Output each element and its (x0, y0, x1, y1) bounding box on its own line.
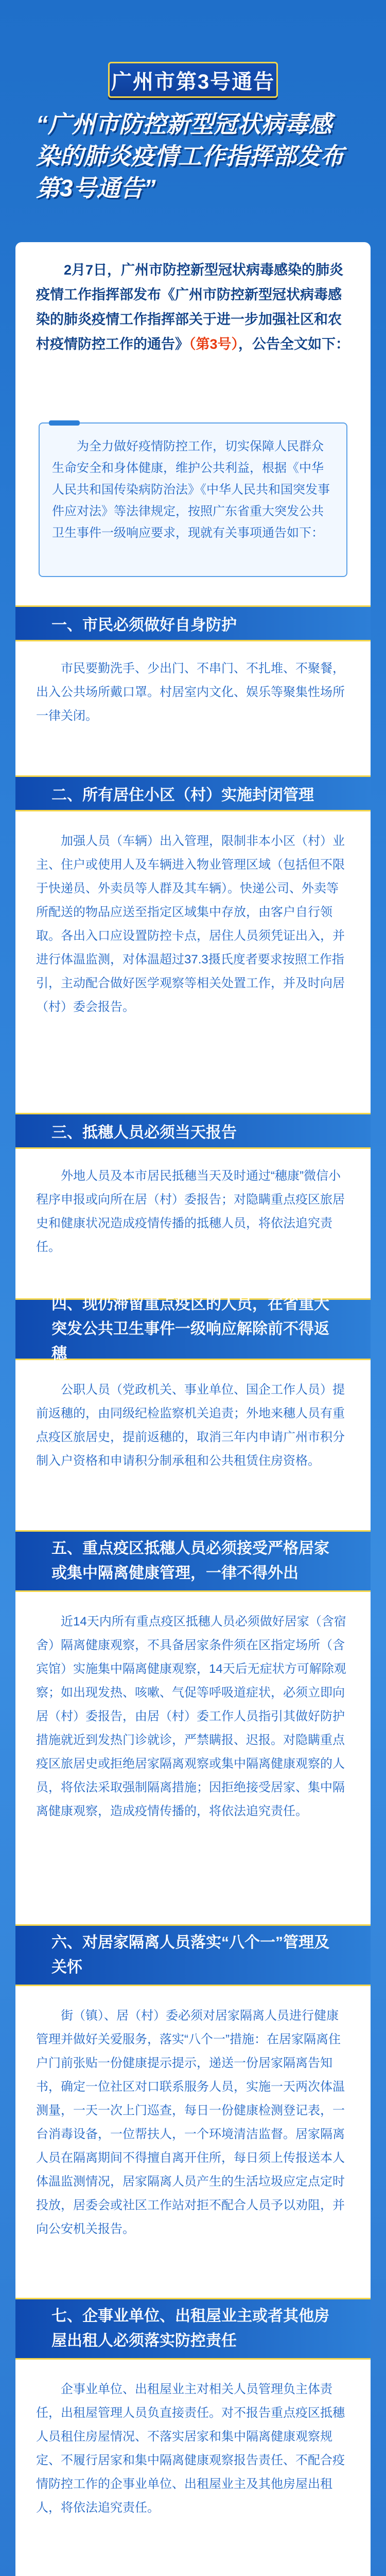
section-1-title: 一、市民必须做好自身防护 (15, 605, 371, 641)
section-1-text: 市民要勤洗手、少出门、不串门、不扎堆、不聚餐，出入公共场所戴口罩。村居室内文化、娱乐等聚集性场所一律关闭。 (36, 662, 345, 723)
section-6-text: 街（镇）、居（村）委必须对居家隔离人员进行健康管理并做好关爱服务，落实“八个一”措施：在居家隔离住户门前张贴一份健康提示提示，递送一份居家隔离告知书，确定一位社区对口联系服务人员，实施一天两次体温测量，一天一次上门巡查，每日一份健康检测登记表，一台消毒设备，一位帮扶人，一个环境清洁监督。居家隔离人员在隔离期间不得擅自离开住所，每日须上传报送本人体温监测情况，居家隔离人员产生的生活垃圾应定点定时投放，居委会或社区工作站对拒不配合人员予以劝阻，并向公安机关报告。 (36, 2009, 345, 2236)
section-2-title: 二、所有居住小区（村）实施封闭管理 (15, 775, 371, 811)
notice-number: （第3号） (189, 336, 239, 352)
intro-paragraph (36, 258, 350, 357)
section-3-title: 三、抵穗人员必须当天报告 (15, 1113, 371, 1149)
section-2-text: 加强人员（车辆）出入管理，限制非本小区（村）业主、住户或使用人及车辆进入物业管理区域（包括但不限于快递员、外卖员等人群及其车辆）。快递公司、外卖等所配送的物品应送至指定区域集中存放，由客户自行领取。各出入口应设置防控卡点，居住人员须凭证出入，并进行体温监测，对体温超过37.3摄氏度者要求按照工作指引，主动配合做好医学观察等相关处置工作，并及时向居（村）委会报告。 (36, 834, 345, 1014)
section-4-title: 四、现仍滞留重点疫区的人员，在省重大突发公共卫生事件一级响应解除前不得返穗 (15, 1298, 371, 1360)
headline: “广州市防控新型冠状病毒感染的肺炎疫情工作指挥部发布第3号通告” (36, 111, 344, 201)
section-7-text: 企事业单位、出租屋业主对相关人员管理负主体责任，出租屋管理人员负直接责任。对不报告重点疫区抵穗人员租住房屋情况、不落实居家和集中隔离健康观察规定、不履行居家和集中隔离健康观察报告责任、不配合疫情防控工作的企事业单位、出租屋业主及其他房屋出租人，将依法追究责任。 (36, 2382, 345, 2515)
section-4-text: 公职人员（党政机关、事业单位、国企工作人员）提前返穗的，由同级纪检监察机关追责；外地来穗人员有重点疫区旅居史，提前返穗的，取消三年内申请广州市积分制入户资格和申请积分制承租和公共租赁住房资格。 (36, 1383, 345, 1468)
intro-text: 2月7日，广州市防控新型冠状病毒感染的肺炎疫情工作指挥部发布《广州市防控新型冠状病毒感染的肺炎疫情工作指挥部关于进一步加强社区和农村疫情防控工作的通告》 (36, 262, 344, 352)
content-card (15, 242, 371, 2576)
section-7-title: 七、企事业单位、出租屋业主或者其他房屋出租人必须落实防控责任 (15, 2298, 371, 2360)
section-5-text: 近14天内所有重点疫区抵穗人员必须做好居家（含宿舍）隔离健康观察，不具备居家条件须在区指定场所（含宾馆）实施集中隔离健康观察，14天后无症状方可解除观察；如出现发热、咳嗽、气促等呼吸道症状，必须立即向居（村）委报告，由居（村）委工作人员指引其做好防护措施就近到发热门诊就诊，严禁瞒报、迟报。对隐瞒重点疫区旅居史或拒绝居家隔离观察或集中隔离健康观察的人员，将依法采取强制隔离措施；因拒绝接受居家、集中隔离健康观察，造成疫情传播的，将依法追究责任。 (36, 1615, 346, 1818)
quote-box: 为全力做好疫情防控工作，切实保障人民群众生命安全和身体健康，维护公共利益，根据《中华人民共和国传染病防治法》《中华人民共和国突发事件应对法》等法律规定，按照广东省重大突发公共卫生事件一级响应要求，现就有关事项通告如下： (39, 422, 347, 577)
section-3-text: 外地人员及本市居民抵穗当天及时通过“穗康”微信小程序申报或向所在居（村）委报告；对隐瞒重点疫区旅居史和健康状况造成疫情传播的抵穗人员，将依法追究责任。 (36, 1169, 345, 1254)
section-5-title: 五、重点疫区抵穗人员必须接受严格居家或集中隔离健康管理，一律不得外出 (15, 1530, 371, 1592)
section-6-title: 六、对居家隔离人员落实“八个一”管理及关怀 (15, 1924, 371, 1986)
intro-tail: ，公告全文如下： (238, 336, 350, 352)
notice-banner: 广州市第3号通告 (108, 62, 278, 98)
